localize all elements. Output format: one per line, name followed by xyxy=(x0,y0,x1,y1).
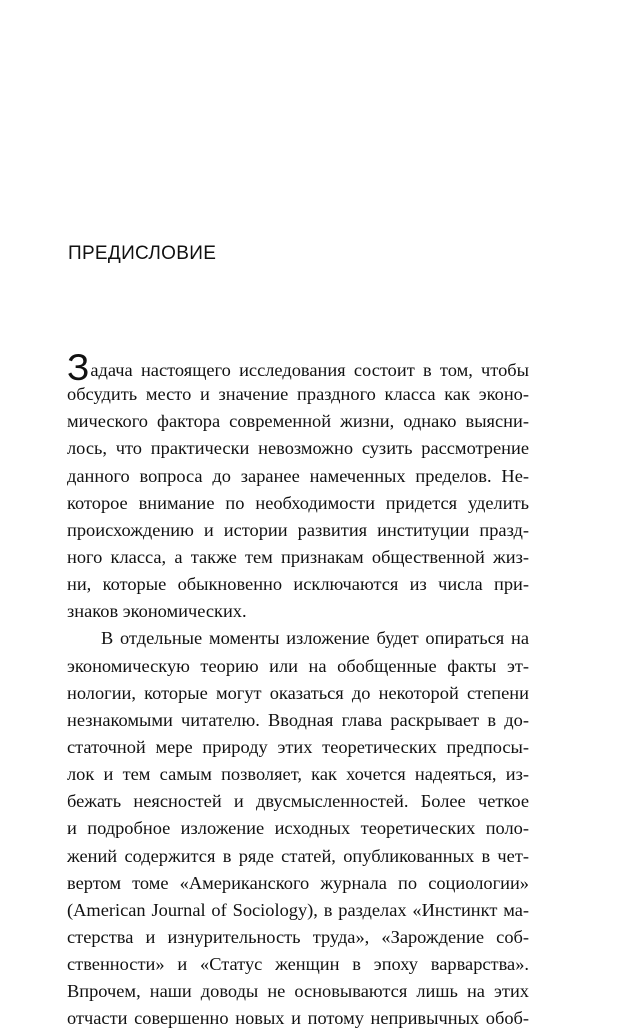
text-line: лок и тем самым позволяет, как хочется надеяться, из- xyxy=(67,764,529,785)
text-line: экономическую теорию или на обобщенные факты эт- xyxy=(67,655,529,676)
text-line: Задача настоящего исследования состоит в том, чтобы xyxy=(67,347,529,388)
text-line: мического фактора современной жизни, однако выясни- xyxy=(67,411,529,432)
text-line: отчасти совершенно новых и потому непривычных обоб- xyxy=(67,1008,529,1029)
chapter-heading: ПРЕДИСЛОВИЕ xyxy=(68,243,217,264)
text-line: нологии, которые могут оказаться до некоторой степени xyxy=(67,682,529,703)
text-line: ного класса, а также тем признакам общественной жиз- xyxy=(67,546,529,567)
text-line: жений содержится в ряде статей, опубликованных в чет- xyxy=(67,845,529,866)
text-line: стерства и изнурительность труда», «Зарождение соб- xyxy=(67,926,529,947)
text-line: которое внимание по необходимости придется уделить xyxy=(67,492,529,513)
text-line: знаков экономических. xyxy=(67,601,247,622)
text-line: ственности» и «Статус женщин в эпоху варварства». xyxy=(67,954,529,975)
text-line: вертом томе «Американского журнала по социологии» xyxy=(67,872,529,893)
text-line: Впрочем, наши доводы не основываются лишь на этих xyxy=(67,981,529,1002)
text-line: (American Journal of Sociology), в разделах «Инстинкт ма- xyxy=(67,899,529,920)
drop-cap: З xyxy=(67,347,90,388)
text-line: В отдельные моменты изложение будет опираться на xyxy=(101,628,529,649)
text-line: бежать неясностей и двусмысленностей. Более четкое xyxy=(67,791,529,812)
text-line: данного вопроса до заранее намеченных пределов. Не- xyxy=(67,465,529,486)
text-line: лось, что практически невозможно сузить рассмотрение xyxy=(67,438,529,459)
text-line: и подробное изложение исходных теоретических поло- xyxy=(67,818,529,839)
text-line: обсудить место и значение праздного класса как эконо- xyxy=(67,384,529,405)
text-line: происхождению и истории развития институции празд- xyxy=(67,519,529,540)
text-line: статочной мере природу этих теоретических предпосы- xyxy=(67,736,529,757)
body-text xyxy=(67,347,529,1033)
text-line: ни, которые обыкновенно исключаются из числа при- xyxy=(67,574,529,595)
text-line: незнакомыми читателю. Вводная глава раскрывает в до- xyxy=(67,709,529,730)
